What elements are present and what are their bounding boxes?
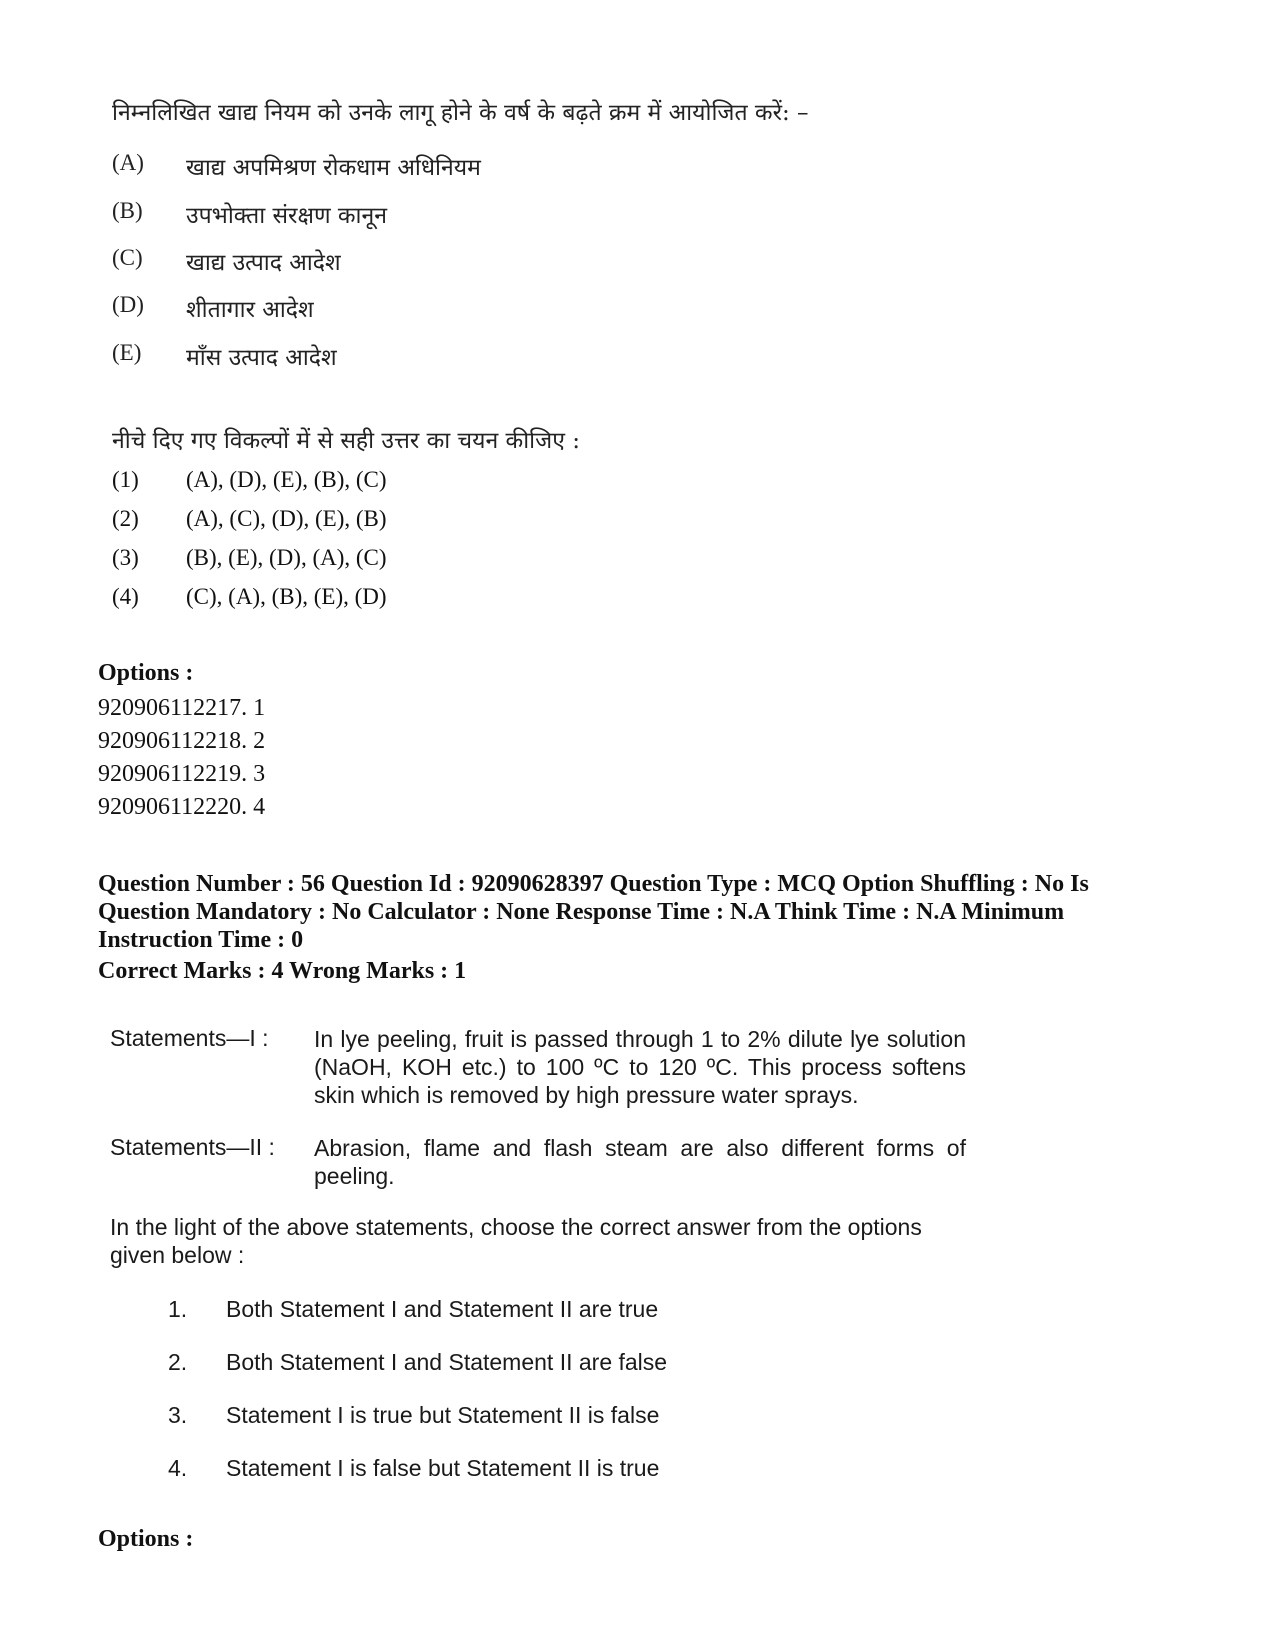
option-id: 920906112218. 2 (98, 728, 266, 754)
item-label: (C) (112, 245, 143, 270)
option-id: 920906112220. 4 (98, 794, 266, 820)
item-label: (D) (112, 292, 144, 317)
list-item (112, 340, 337, 372)
choice-text: (B), (E), (D), (A), (C) (186, 545, 387, 570)
choice-text: Statement I is true but Statement II is false (226, 1402, 660, 1428)
statement-1-text: In lye peeling, fruit is passed through 1 to 2% dilute lye solution (NaOH, KOH etc.) to 100 ºC to 120 ºC. This process softens skin which is removed by high pressure water sprays. (314, 1026, 966, 1108)
choice-label: (2) (112, 506, 139, 531)
options-label: Options : (98, 1526, 194, 1552)
option-id: 920906112219. 3 (98, 761, 266, 787)
choice-number: 1. (168, 1296, 188, 1322)
choice-label: (4) (112, 584, 139, 609)
answer-choice (168, 1455, 659, 1482)
statement-2-text: Abrasion, flame and flash steam are also different forms of peeling. (314, 1135, 966, 1189)
question-meta: Question Number : 56 Question Id : 92090628397 Question Type : MCQ Option Shuffling : No Is Question Mandatory : No Calculator : None Response Time : N.A Think Time : N.A Minimum Instruction Time : 0 (98, 871, 1089, 953)
answer-choice (168, 1296, 658, 1323)
choice-text: Both Statement I and Statement II are false (226, 1349, 668, 1375)
answer-choice (112, 584, 387, 610)
answer-choice (112, 467, 387, 493)
choice-number: 4. (168, 1455, 188, 1481)
choice-number: 2. (168, 1349, 188, 1375)
list-item (112, 292, 314, 324)
list-item (112, 245, 341, 277)
question-instruction: In the light of the above statements, choose the correct answer from the options given below : (110, 1214, 922, 1268)
choice-text: (C), (A), (B), (E), (D) (186, 584, 387, 609)
choice-text: (A), (D), (E), (B), (C) (186, 467, 387, 492)
marks-info: Correct Marks : 4 Wrong Marks : 1 (98, 958, 467, 984)
answer-choice (112, 545, 387, 571)
item-text: माँस उत्पाद आदेश (186, 345, 337, 371)
choice-label: (1) (112, 467, 139, 492)
item-text: उपभोक्ता संरक्षण कानून (186, 203, 388, 229)
item-label: (E) (112, 340, 142, 365)
list-item (112, 198, 387, 230)
question-stem: निम्नलिखित खाद्य नियम को उनके लागू होने के वर्ष के बढ़ते क्रम में आयोजित करें: – (112, 100, 809, 126)
item-label: (A) (112, 150, 144, 175)
answer-choice (168, 1402, 659, 1429)
list-item (112, 150, 481, 182)
answer-choice (112, 506, 387, 532)
item-text: खाद्य अपमिश्रण रोकधाम अधिनियम (186, 155, 481, 181)
statement-1-label: Statements—I : (110, 1025, 269, 1051)
item-text: शीतागार आदेश (186, 297, 314, 323)
answer-choice (168, 1349, 667, 1376)
question-instruction: नीचे दिए गए विकल्पों में से सही उत्तर का चयन कीजिए : (112, 428, 580, 454)
choice-text: (A), (C), (D), (E), (B) (186, 506, 387, 531)
choice-number: 3. (168, 1402, 188, 1428)
choice-label: (3) (112, 545, 139, 570)
item-label: (B) (112, 198, 143, 223)
options-label: Options : (98, 660, 194, 686)
statement-2-label: Statements—II : (110, 1134, 275, 1160)
choice-text: Statement I is false but Statement II is true (226, 1455, 660, 1481)
choice-text: Both Statement I and Statement II are true (226, 1296, 659, 1322)
option-id: 920906112217. 1 (98, 695, 266, 721)
item-text: खाद्य उत्पाद आदेश (186, 250, 341, 276)
